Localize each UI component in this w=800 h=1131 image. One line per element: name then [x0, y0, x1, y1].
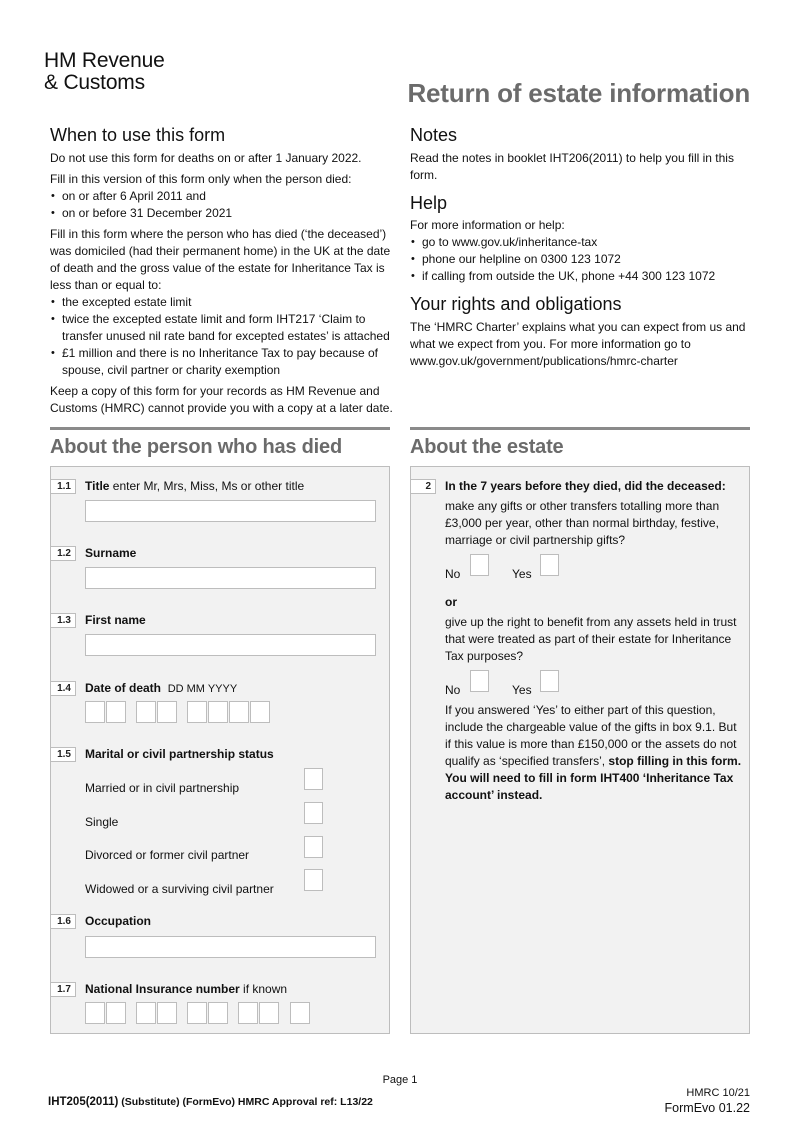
part-2-no-checkbox[interactable]	[470, 670, 489, 692]
title-hint: enter Mr, Mrs, Miss, Ms or other title	[109, 479, 305, 493]
option-divorced-label: Divorced or former civil partner	[85, 848, 250, 862]
question-number: 1.1	[50, 479, 76, 494]
occupation-label: Occupation	[85, 914, 152, 928]
gifts-part-2-text: give up the right to benefit from any assets held in trust that were treated as part of their estate for Inheritance Tax purposes?	[445, 615, 737, 663]
ni-digit-2[interactable]	[157, 1002, 177, 1024]
part-1-no-checkbox[interactable]	[470, 554, 489, 576]
ni-digit-1[interactable]	[136, 1002, 156, 1024]
formevo-version: FormEvo 01.22	[664, 1101, 750, 1115]
ni-digit-5[interactable]	[238, 1002, 258, 1024]
title-label: Title	[85, 479, 110, 493]
title-question-label	[85, 478, 304, 494]
notes-section	[410, 124, 755, 370]
gifts-part-1-text: make any gifts or other transfers totalling more than £3,000 per year, other than normal birthday, festive, marriage or civil partnership gifts?	[445, 499, 720, 547]
occupation-field[interactable]	[85, 936, 376, 958]
help-heading: Help	[410, 193, 448, 213]
option-divorced-checkbox[interactable]	[304, 836, 323, 858]
ni-number-label: National Insurance number if known	[85, 982, 288, 996]
when-to-use-section	[50, 124, 395, 417]
approval-ref: (Substitute) (FormEvo) HMRC Approval ref: L13/22	[118, 1096, 373, 1108]
option-single-label: Single	[85, 815, 119, 829]
date-month-digit-2[interactable]	[157, 701, 177, 723]
question-number: 1.5	[50, 747, 76, 762]
gifts-note-warning: stop filling in this form. You will need to fill in form IHT400 ‘Inheritance Tax account’ instead.	[445, 754, 742, 802]
question-number: 1.3	[50, 613, 76, 628]
when-paragraph-1: Do not use this form for deaths on or after 1 January 2022.	[50, 151, 362, 165]
part-2-yes-label: Yes	[512, 683, 532, 697]
option-single-checkbox[interactable]	[304, 802, 323, 824]
ni-suffix-letter[interactable]	[290, 1002, 310, 1024]
list-item: • on or after 6 April 2011 and	[50, 188, 395, 205]
surname-field[interactable]	[85, 567, 376, 589]
part-2-yes-checkbox[interactable]	[540, 670, 559, 692]
hmrc-version-code: HMRC 10/21	[686, 1087, 750, 1099]
question-number: 1.7	[50, 982, 76, 997]
date-day-digit-1[interactable]	[85, 701, 105, 723]
part-1-yes-label: Yes	[512, 567, 532, 581]
option-widowed-checkbox[interactable]	[304, 869, 323, 891]
marital-status-label: Marital or civil partnership status	[85, 747, 274, 761]
gifts-note-text: If you answered ‘Yes’ to either part of this question, include the chargeable value of the gifts in box 9.1. But if this value is more than £150,000 or the assets do not qualify as ‘specified transfers’,	[445, 703, 737, 768]
when-paragraph-3: Fill in this form where the person who has died (‘the deceased’) was domiciled (had their permanent home) in the UK at the date of death and the gross value of the estate for Inheritance Tax is less than or equal to:	[50, 227, 391, 292]
list-item: • on or before 31 December 2021	[50, 205, 395, 222]
date-year-digit-1[interactable]	[187, 701, 207, 723]
or-label: or	[445, 595, 457, 609]
rights-heading: Your rights and obligations	[410, 294, 622, 314]
notes-text: Read the notes in booklet IHT206(2011) to help you fill in this form.	[410, 151, 734, 182]
list-item: • twice the excepted estate limit and form IHT217 ‘Claim to transfer unused nil rate band for excepted estates’ is attached	[50, 311, 395, 345]
when-dates-list	[50, 188, 395, 222]
page-title: Return of estate information	[407, 78, 750, 108]
date-year-digit-3[interactable]	[229, 701, 249, 723]
option-widowed-label: Widowed or a surviving civil partner	[85, 882, 274, 896]
list-item: • phone our helpline on 0300 123 1072	[410, 251, 755, 268]
date-month-digit-1[interactable]	[136, 701, 156, 723]
question-number: 1.4	[50, 681, 76, 696]
section-rule	[50, 427, 390, 430]
date-year-digit-4[interactable]	[250, 701, 270, 723]
date-year-digit-2[interactable]	[208, 701, 228, 723]
question-number: 2	[410, 479, 436, 494]
option-married-label: Married or in civil partnership	[85, 781, 240, 795]
question-number: 1.2	[50, 546, 76, 561]
first-name-field[interactable]	[85, 634, 376, 656]
ni-digit-6[interactable]	[259, 1002, 279, 1024]
ni-digit-4[interactable]	[208, 1002, 228, 1024]
page-number: Page 1	[382, 1074, 418, 1086]
title-field[interactable]	[85, 500, 376, 522]
when-heading: When to use this form	[50, 125, 226, 145]
ni-digit-3[interactable]	[187, 1002, 207, 1024]
estate-section-heading: About the estate	[410, 436, 564, 458]
date-day-digit-2[interactable]	[106, 701, 126, 723]
help-list	[410, 234, 755, 285]
form-reference	[48, 1095, 373, 1109]
ni-letter-1[interactable]	[85, 1002, 105, 1024]
gifts-note	[445, 702, 742, 804]
when-paragraph-4: Keep a copy of this form for your records as HM Revenue and Customs (HMRC) cannot provide you with a copy at a later date.	[50, 384, 393, 415]
section-rule	[410, 427, 750, 430]
list-item: • go to www.gov.uk/inheritance-tax	[410, 234, 755, 251]
list-item: • £1 million and there is no Inheritance Tax to pay because of spouse, civil partner or charity exemption	[50, 345, 395, 379]
gifts-question-label: In the 7 years before they died, did the deceased:	[445, 479, 726, 493]
form-code: IHT205(2011)	[48, 1096, 119, 1108]
logo-line-1: HM Revenue	[44, 49, 165, 72]
part-1-no-label: No	[445, 567, 461, 581]
part-1-yes-checkbox[interactable]	[540, 554, 559, 576]
person-section-heading: About the person who has died	[50, 436, 342, 458]
list-item: • the excepted estate limit	[50, 294, 395, 311]
when-limits-list	[50, 294, 395, 379]
logo-line-2: & Customs	[44, 71, 145, 94]
list-item: • if calling from outside the UK, phone +44 300 123 1072	[410, 268, 755, 285]
part-2-no-label: No	[445, 683, 461, 697]
date-of-death-label: Date of death DD MM YYYY	[85, 681, 238, 695]
notes-heading: Notes	[410, 125, 458, 145]
question-number: 1.6	[50, 914, 76, 929]
hmrc-logo	[44, 50, 165, 94]
surname-label: Surname	[85, 546, 137, 560]
option-married-checkbox[interactable]	[304, 768, 323, 790]
help-intro: For more information or help:	[410, 218, 565, 232]
first-name-label: First name	[85, 613, 146, 627]
date-format-hint: DD MM YYYY	[167, 683, 238, 695]
rights-text: The ‘HMRC Charter’ explains what you can expect from us and what we expect from you. For more information go to www.gov.uk/government/publications/hmrc-charter	[410, 320, 746, 368]
ni-letter-2[interactable]	[106, 1002, 126, 1024]
when-paragraph-2: Fill in this version of this form only when the person died:	[50, 172, 352, 186]
